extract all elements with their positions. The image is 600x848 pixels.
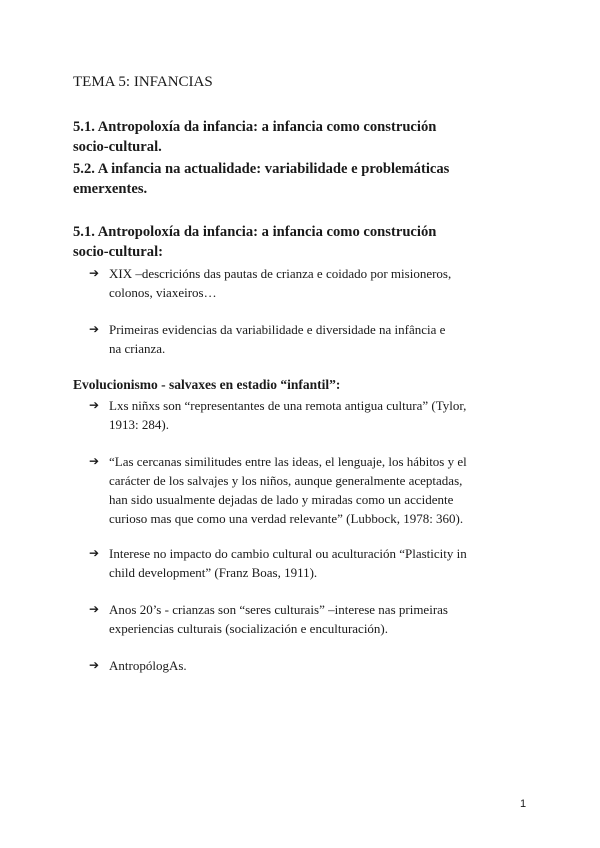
section-heading-line: 5.1. Antropoloxía da infancia: a infancia como construción xyxy=(73,224,437,240)
bullet-text xyxy=(109,320,509,358)
bullet-line: AntropólogAs. xyxy=(109,658,187,673)
subheading-evolucionismo: Evolucionismo - salvaxes en estadio “infantil”: xyxy=(73,377,341,392)
arrow-bullet-icon: ➔ xyxy=(89,546,100,560)
page-number: 1 xyxy=(520,798,527,810)
arrow-bullet-icon: ➔ xyxy=(89,454,100,468)
toc-line: 5.2. A infancia na actualidade: variabilidade e problemáticas xyxy=(73,161,450,177)
section-heading-line: socio-cultural: xyxy=(73,244,163,260)
toc-line: 5.1. Antropoloxía da infancia: a infancia como construción xyxy=(73,119,437,135)
arrow-bullet-icon: ➔ xyxy=(89,266,100,280)
bullet-text xyxy=(109,396,509,434)
page-title: TEMA 5: INFANCIAS xyxy=(73,74,213,90)
arrow-bullet-icon: ➔ xyxy=(89,602,100,616)
bullet-text xyxy=(109,264,509,302)
bullet-line: carácter de los salvajes y los niños, aunque generalmente aceptadas, xyxy=(109,473,463,488)
bullet-text xyxy=(109,452,509,528)
toc-line: socio-cultural. xyxy=(73,139,162,155)
bullet-line: XIX –descricións das pautas de crianza e coidado por misioneros, xyxy=(109,266,452,281)
bullet-line: experiencias culturais (socialización e enculturación). xyxy=(109,621,389,636)
bullet-line: child development” (Franz Boas, 1911). xyxy=(109,565,318,580)
bullet-line: Lxs niñxs son “representantes de una remota antigua cultura” (Tylor, xyxy=(109,398,467,413)
bullet-line: curioso mas que como una verdad relevante” (Lubbock, 1978: 360). xyxy=(109,511,464,526)
bullet-line: “Las cercanas similitudes entre las ideas, el lenguaje, los hábitos y el xyxy=(109,454,467,469)
arrow-bullet-icon: ➔ xyxy=(89,658,100,672)
bullet-line: na crianza. xyxy=(109,341,166,356)
bullet-text xyxy=(109,656,509,675)
bullet-line: colonos, viaxeiros… xyxy=(109,285,217,300)
toc-line: emerxentes. xyxy=(73,181,148,197)
toc-entry-5-1 xyxy=(73,117,513,157)
toc-entry-5-2 xyxy=(73,159,513,199)
bullet-line: Primeiras evidencias da variabilidade e diversidade na infância e xyxy=(109,322,446,337)
bullet-text xyxy=(109,544,509,582)
bullet-line: 1913: 284). xyxy=(109,417,169,432)
bullet-line: han sido usualmente dejadas de lado y miradas como un accidente xyxy=(109,492,454,507)
bullet-line: Anos 20’s - crianzas son “seres culturais” –interese nas primeiras xyxy=(109,602,448,617)
arrow-bullet-icon: ➔ xyxy=(89,398,100,412)
section-heading-5-1 xyxy=(73,222,513,262)
bullet-line: Interese no impacto do cambio cultural ou aculturación “Plasticity in xyxy=(109,546,467,561)
arrow-bullet-icon: ➔ xyxy=(89,322,100,336)
bullet-text xyxy=(109,600,509,638)
